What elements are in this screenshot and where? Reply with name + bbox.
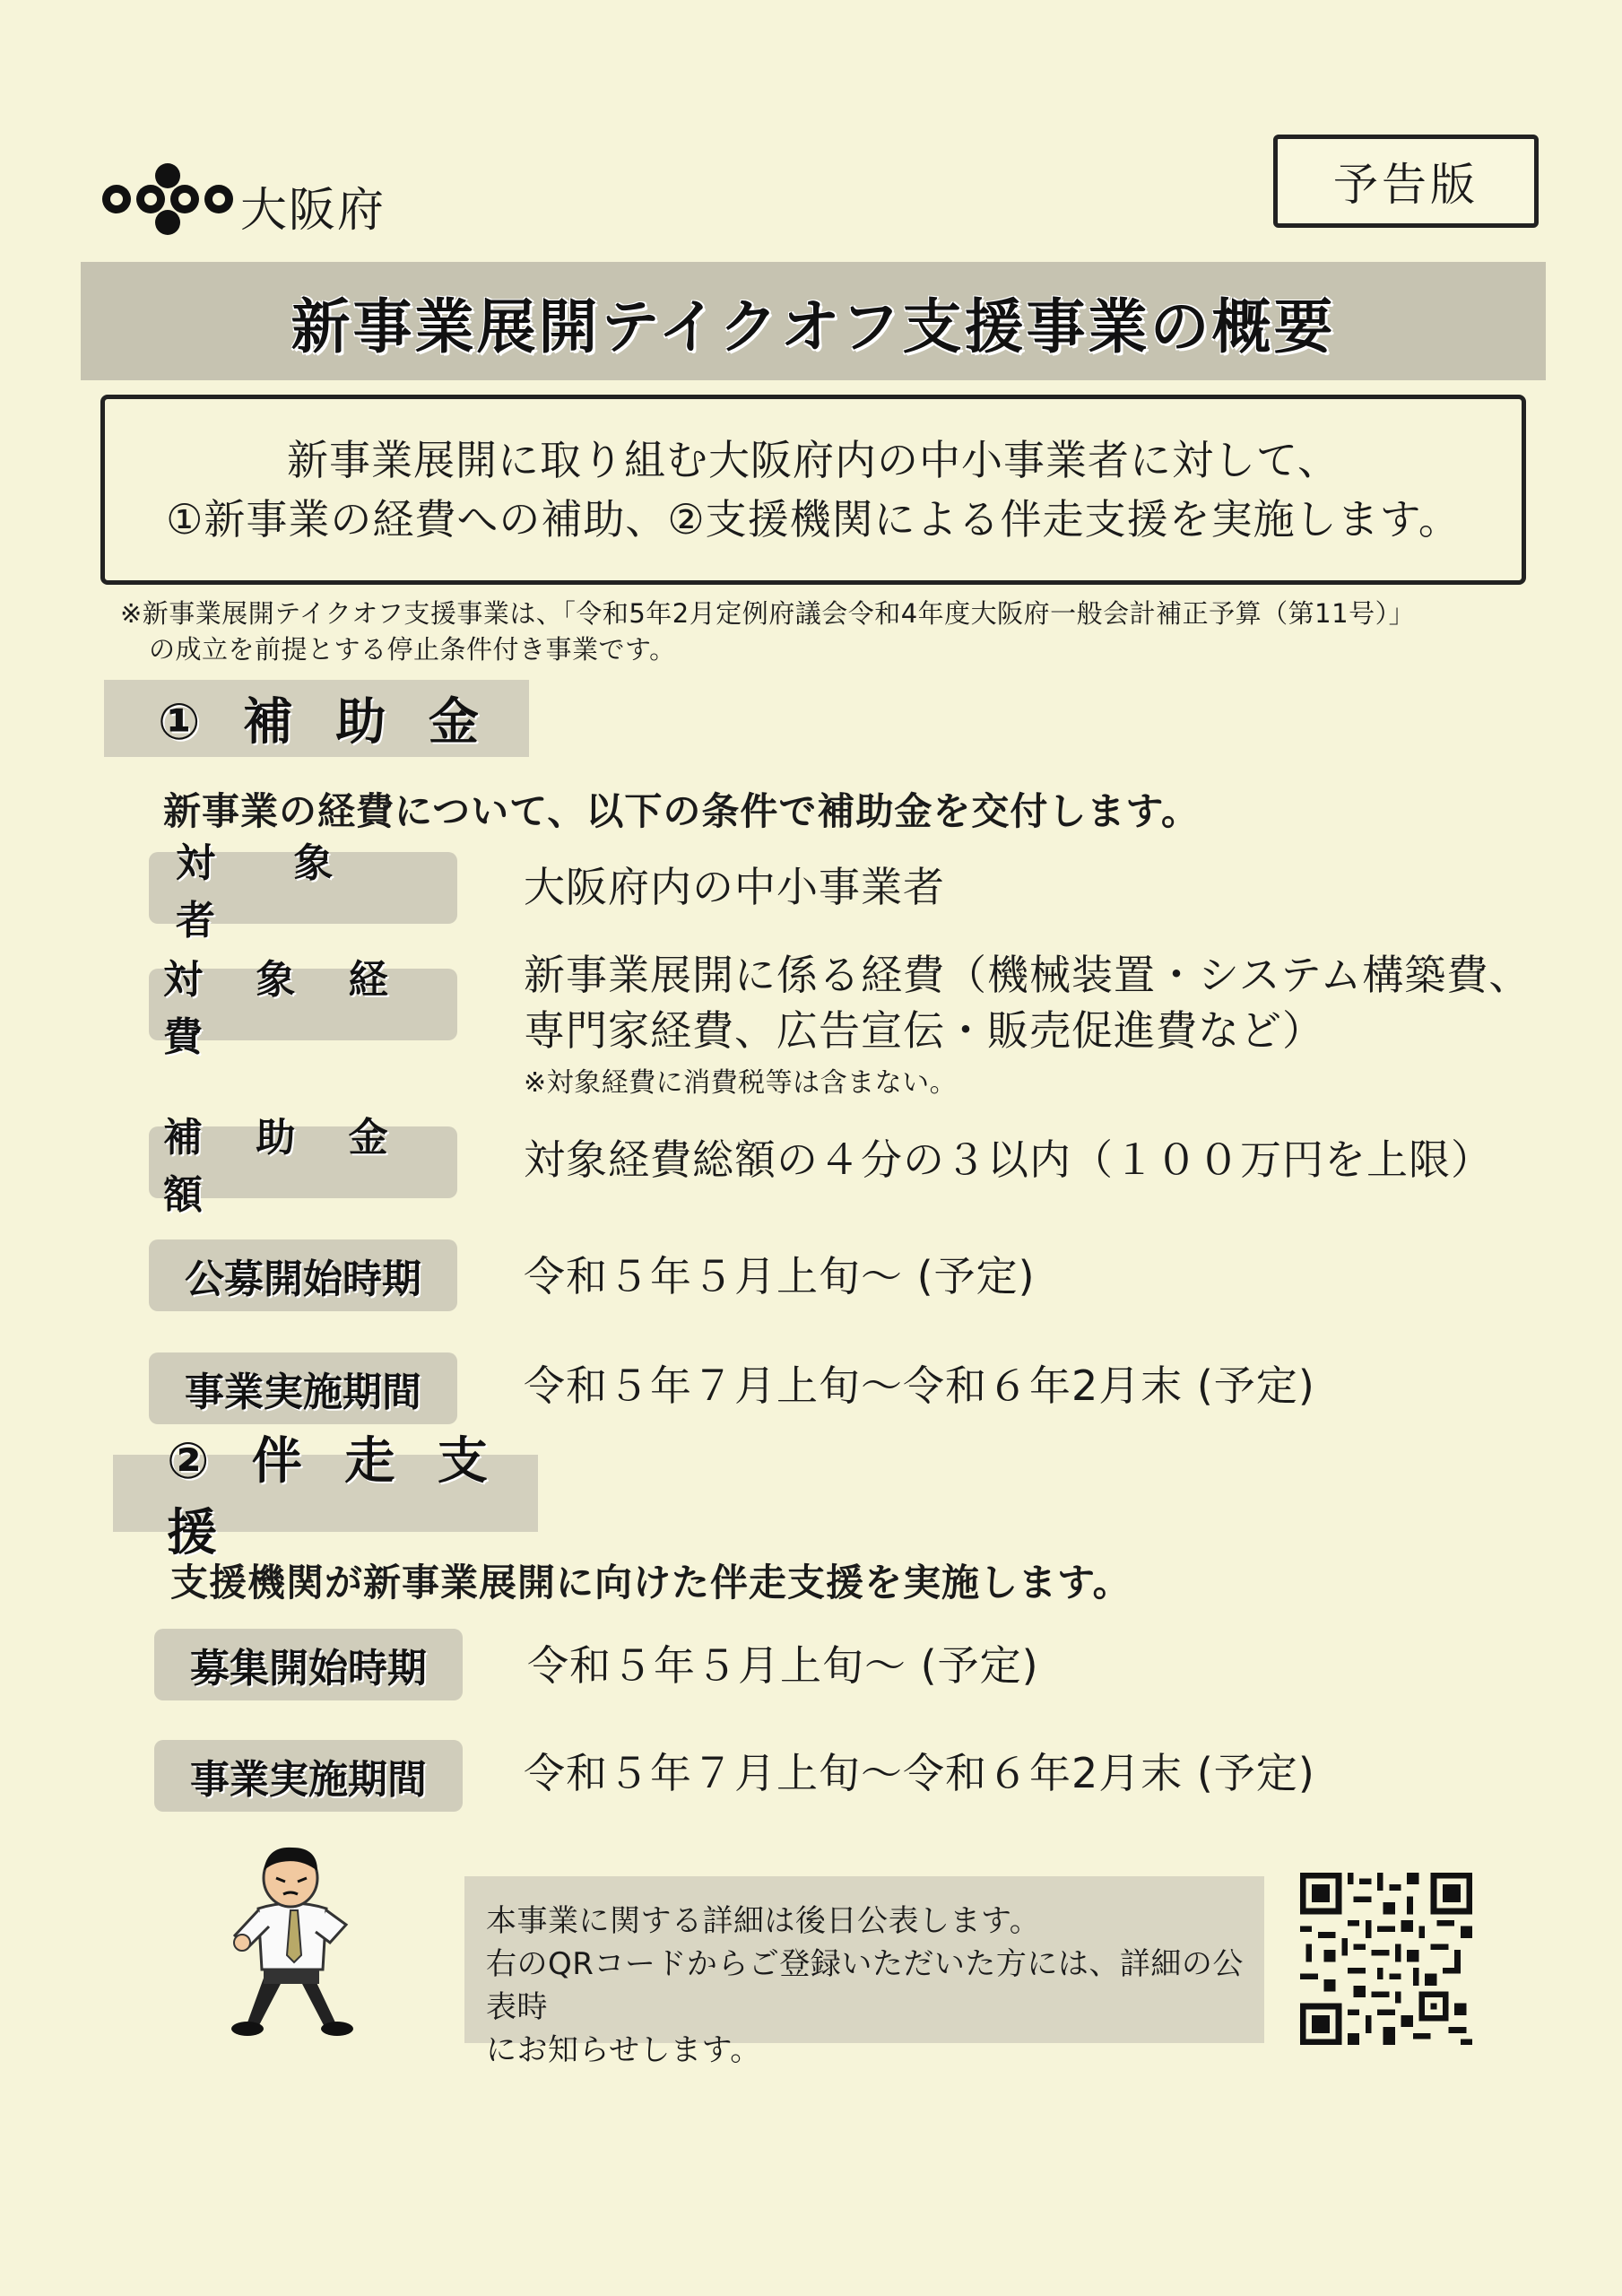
conditional-note xyxy=(120,596,1555,667)
page-title-band xyxy=(81,262,1546,380)
eligible-expenses-note: ※対象経費に消費税等は含まない。 xyxy=(524,1067,958,1099)
info-line-3: にお知らせします。 xyxy=(486,2032,761,2068)
info-line-2: 右のQRコードからご登録いただいた方には、詳細の公表時 xyxy=(486,1946,1244,2025)
value-recruitment-start: 令和５年５月上旬～ (予定) xyxy=(527,1641,1039,1690)
intro-line-2: ①新事業の経費への補助、②支援機関による伴走支援を実施します。 xyxy=(166,495,1461,544)
eligible-expenses-line-2: 専門家経費、広告宣伝・販売促進費など） xyxy=(524,1006,1324,1055)
label-target: 対 象 者 xyxy=(149,852,457,924)
org-name: 大阪府 xyxy=(240,184,386,238)
page-title: 新事業展開テイクオフ支援事業の概要 xyxy=(291,291,1336,361)
section-support-heading: ② 伴 走 支 援 xyxy=(113,1455,538,1532)
label-application-start: 公募開始時期 xyxy=(149,1239,457,1311)
value-subsidy-amount: 対象経費総額の４分の３以内（１００万円を上限） xyxy=(524,1135,1493,1184)
label-eligible-expenses: 対 象 経 費 xyxy=(149,969,457,1040)
value-project-period: 令和５年７月上旬～令和６年2月末 (予定) xyxy=(524,1361,1315,1410)
section-subsidy-heading: ① 補 助 金 xyxy=(104,680,529,757)
details-info-box xyxy=(464,1876,1264,2068)
note-line-2: の成立を前提とする停止条件付き事業です。 xyxy=(149,634,676,665)
value-target: 大阪府内の中小事業者 xyxy=(524,863,945,911)
section-support-lead: 支援機関が新事業展開に向けた伴走支援を実施します。 xyxy=(170,1561,1132,1605)
label-support-period: 事業実施期間 xyxy=(154,1740,463,1812)
value-eligible-expenses xyxy=(524,947,1531,1100)
intro-box xyxy=(100,395,1526,585)
info-line-1: 本事業に関する詳細は後日公表します。 xyxy=(486,1903,1041,1939)
qr-code-icon[interactable] xyxy=(1300,1873,1472,2045)
value-application-start: 令和５年５月上旬～ (予定) xyxy=(524,1252,1036,1300)
intro-line-1: 新事業展開に取り組む大阪府内の中小事業者に対して、 xyxy=(286,436,1340,484)
note-line-1: ※新事業展開テイクオフ支援事業は、「令和5年2月定例府議会令和4年度大阪府一般会計補正予算（第11号）」 xyxy=(120,598,1416,629)
label-subsidy-amount: 補 助 金 額 xyxy=(149,1126,457,1198)
businessman-illustration xyxy=(212,1839,373,2045)
label-project-period: 事業実施期間 xyxy=(149,1352,457,1424)
eligible-expenses-line-1: 新事業展開に係る経費（機械装置・システム構築費、 xyxy=(524,951,1531,999)
section-subsidy-lead: 新事業の経費について、以下の条件で補助金を交付します。 xyxy=(163,789,1200,833)
label-recruitment-start: 募集開始時期 xyxy=(154,1629,463,1700)
value-support-period: 令和５年７月上旬～令和６年2月末 (予定) xyxy=(524,1749,1315,1797)
osaka-prefecture-logo xyxy=(100,163,235,235)
preview-badge: 予告版 xyxy=(1273,135,1539,228)
